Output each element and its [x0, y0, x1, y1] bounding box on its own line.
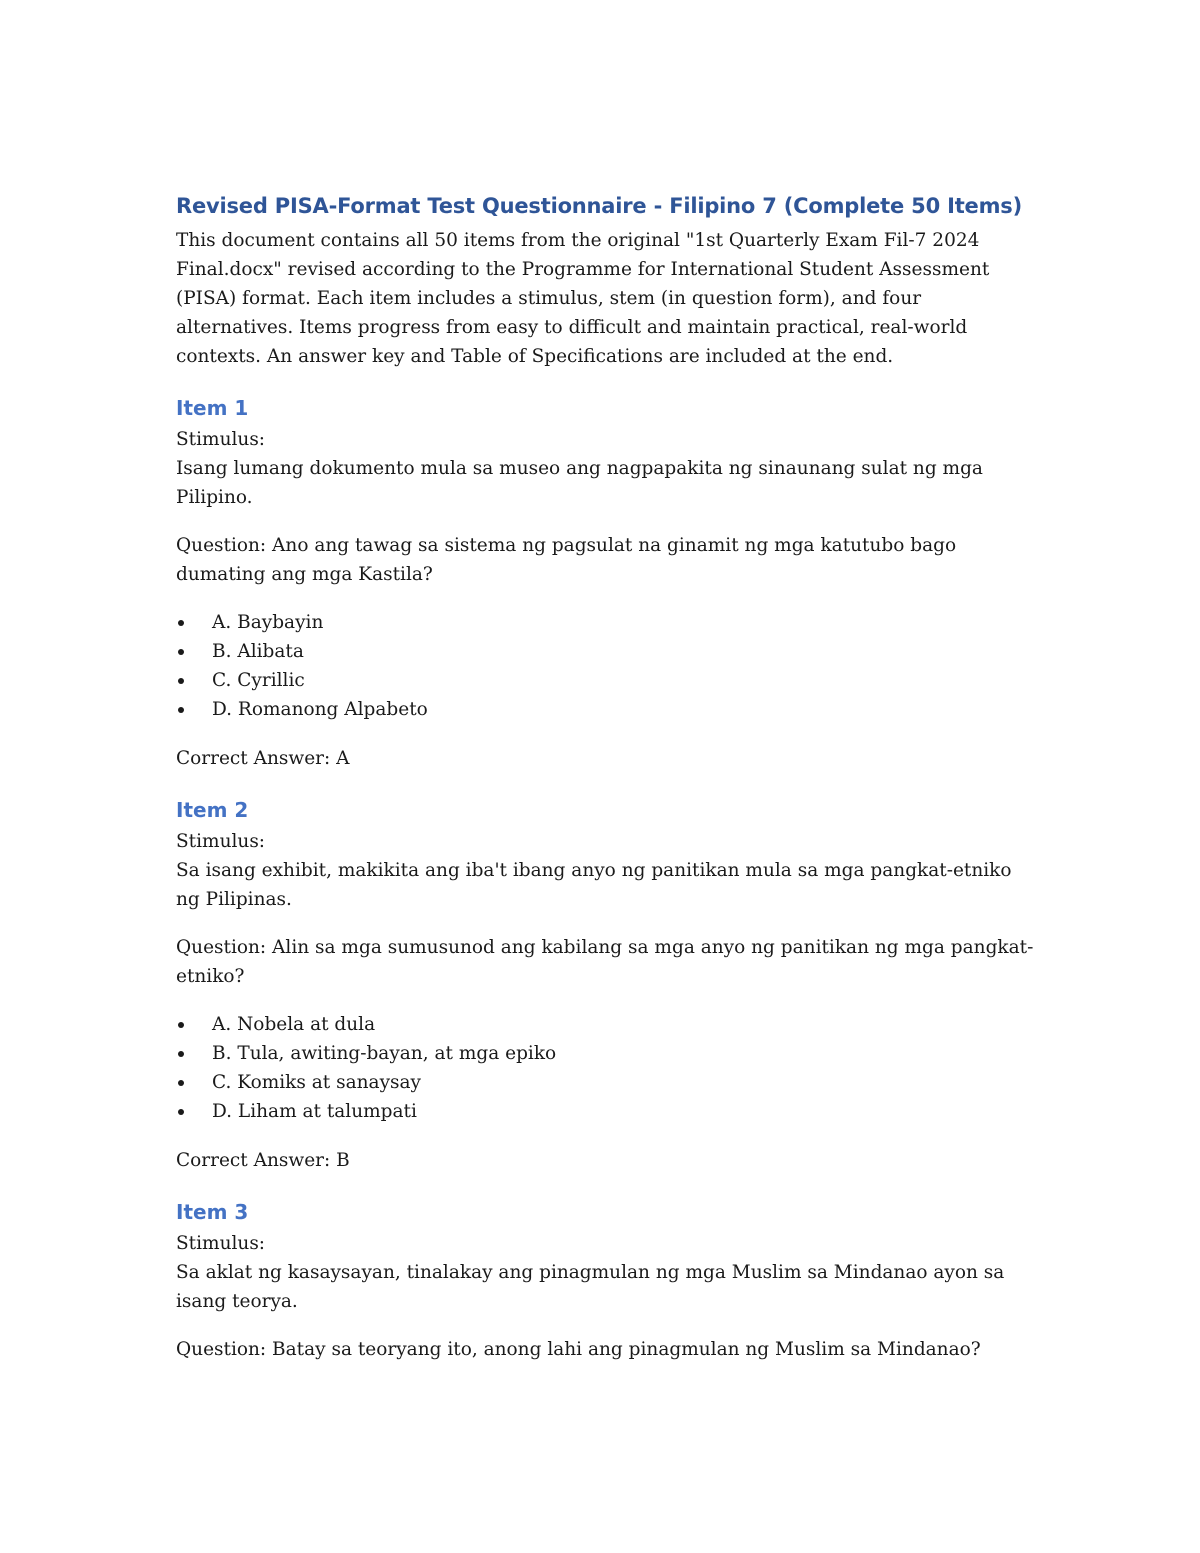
choice-item: B. Tula, awiting-bayan, at mga epiko	[176, 1039, 1036, 1068]
stimulus-label: Stimulus:	[176, 429, 266, 450]
item-section	[176, 393, 1036, 773]
stimulus-label: Stimulus:	[176, 831, 266, 852]
correct-answer: Correct Answer: A	[176, 748, 350, 769]
choice-item: A. Baybayin	[176, 608, 1036, 637]
choice-item: C. Cyrillic	[176, 666, 1036, 695]
item-heading: Item 1	[176, 396, 249, 420]
choice-item: B. Alibata	[176, 637, 1036, 666]
choice-list	[176, 1010, 1036, 1126]
choice-list	[176, 608, 1036, 724]
item-heading: Item 2	[176, 798, 249, 822]
stimulus-label: Stimulus:	[176, 1233, 266, 1254]
document-title: Revised PISA-Format Test Questionnaire - Filipino 7 (Complete 50 Items)	[176, 194, 1022, 218]
stimulus-text: Sa isang exhibit, makikita ang iba't ibang anyo ng panitikan mula sa mga pangkat-etniko ng Pilipinas.	[176, 860, 1012, 910]
item-section	[176, 1197, 1036, 1364]
question-text: Question: Ano ang tawag sa sistema ng pagsulat na ginamit ng mga katutubo bago dumating ang mga Kastila?	[176, 535, 957, 585]
choice-item: D. Romanong Alpabeto	[176, 695, 1036, 724]
choice-item: C. Komiks at sanaysay	[176, 1068, 1036, 1097]
correct-answer: Correct Answer: B	[176, 1150, 350, 1171]
stimulus-text: Isang lumang dokumento mula sa museo ang nagpapakita ng sinaunang sulat ng mga Pilipino.	[176, 458, 983, 508]
item-heading: Item 3	[176, 1200, 249, 1224]
stimulus-text: Sa aklat ng kasaysayan, tinalakay ang pinagmulan ng mga Muslim sa Mindanao ayon sa isang teorya.	[176, 1262, 1005, 1312]
document-page	[176, 190, 1036, 1364]
question-text: Question: Batay sa teoryang ito, anong lahi ang pinagmulan ng Muslim sa Mindanao?	[176, 1339, 981, 1360]
choice-item: D. Liham at talumpati	[176, 1097, 1036, 1126]
document-intro: This document contains all 50 items from the original "1st Quarterly Exam Fil-7 2024 Final.docx" revised according to the Programme for International Student Assessment (PISA) format. Each item includes a stimulus, stem (in question form), and four alternatives. Items progress from easy to difficult and maintain practical, real-world contexts. An answer key and Table of Specifications are included at the end.	[176, 230, 990, 367]
item-section	[176, 795, 1036, 1175]
choice-item: A. Nobela at dula	[176, 1010, 1036, 1039]
question-text: Question: Alin sa mga sumusunod ang kabilang sa mga anyo ng panitikan ng mga pangkat-etniko?	[176, 937, 1034, 987]
